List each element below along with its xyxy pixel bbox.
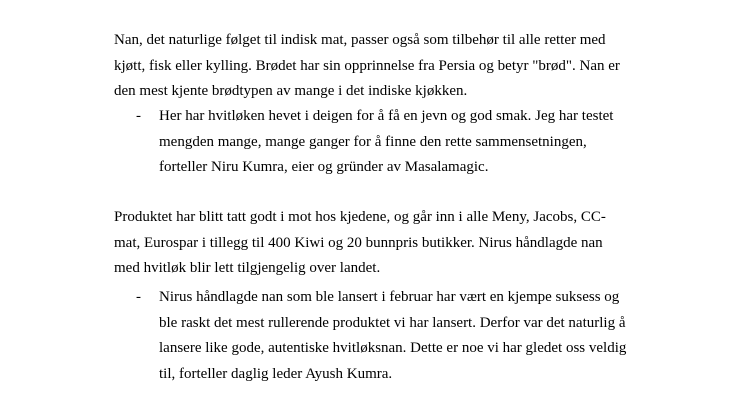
text-line: Her har hvitløken hevet i deigen for å få en jevn og god smak. Jeg har testet: [159, 108, 614, 124]
paragraph-distribution: [114, 205, 634, 282]
text-line: mat, Eurospar i tillegg til 400 Kiwi og 20 bunnpris butikker. Nirus håndlagde nan: [114, 234, 603, 251]
text-line: Produktet har blitt tatt godt i mot hos kjedene, og går inn i alle Meny, Jacobs, CC-: [114, 209, 606, 225]
quote-dash: -: [136, 108, 141, 124]
text-line: Nan, det naturlige følget til indisk mat, passer også som tilbehør til alle retter med: [114, 32, 606, 48]
text-line: med hvitløk blir lett tilgjengelig over landet.: [114, 260, 381, 277]
paragraph-intro: [114, 28, 634, 105]
text-line: Nirus håndlagde nan som ble lansert i februar har vært en kjempe suksess og: [159, 289, 620, 305]
text-line: mengden mange, mange ganger for å finne den rette sammensetningen,: [159, 133, 587, 150]
text-line: til, forteller daglig leder Ayush Kumra.: [159, 365, 393, 382]
quote-text: [159, 285, 626, 387]
text-line: kjøtt, fisk eller kylling. Brødet har sin opprinnelse fra Persia og betyr "brød". Nan er: [114, 57, 620, 74]
text-line: forteller Niru Kumra, eier og gründer av Masalamagic.: [159, 159, 489, 176]
text-line: ble raskt det mest rullerende produktet vi har lansert. Derfor var det naturlig å: [159, 314, 626, 331]
text-line: den mest kjente brødtypen av mange i det indiske kjøkken.: [114, 83, 468, 100]
quote-text: [159, 104, 613, 181]
quote-dash: -: [136, 289, 141, 305]
text-line: lansere like gode, autentiske hvitløksnan. Dette er noe vi har gledet oss veldig: [159, 340, 627, 357]
